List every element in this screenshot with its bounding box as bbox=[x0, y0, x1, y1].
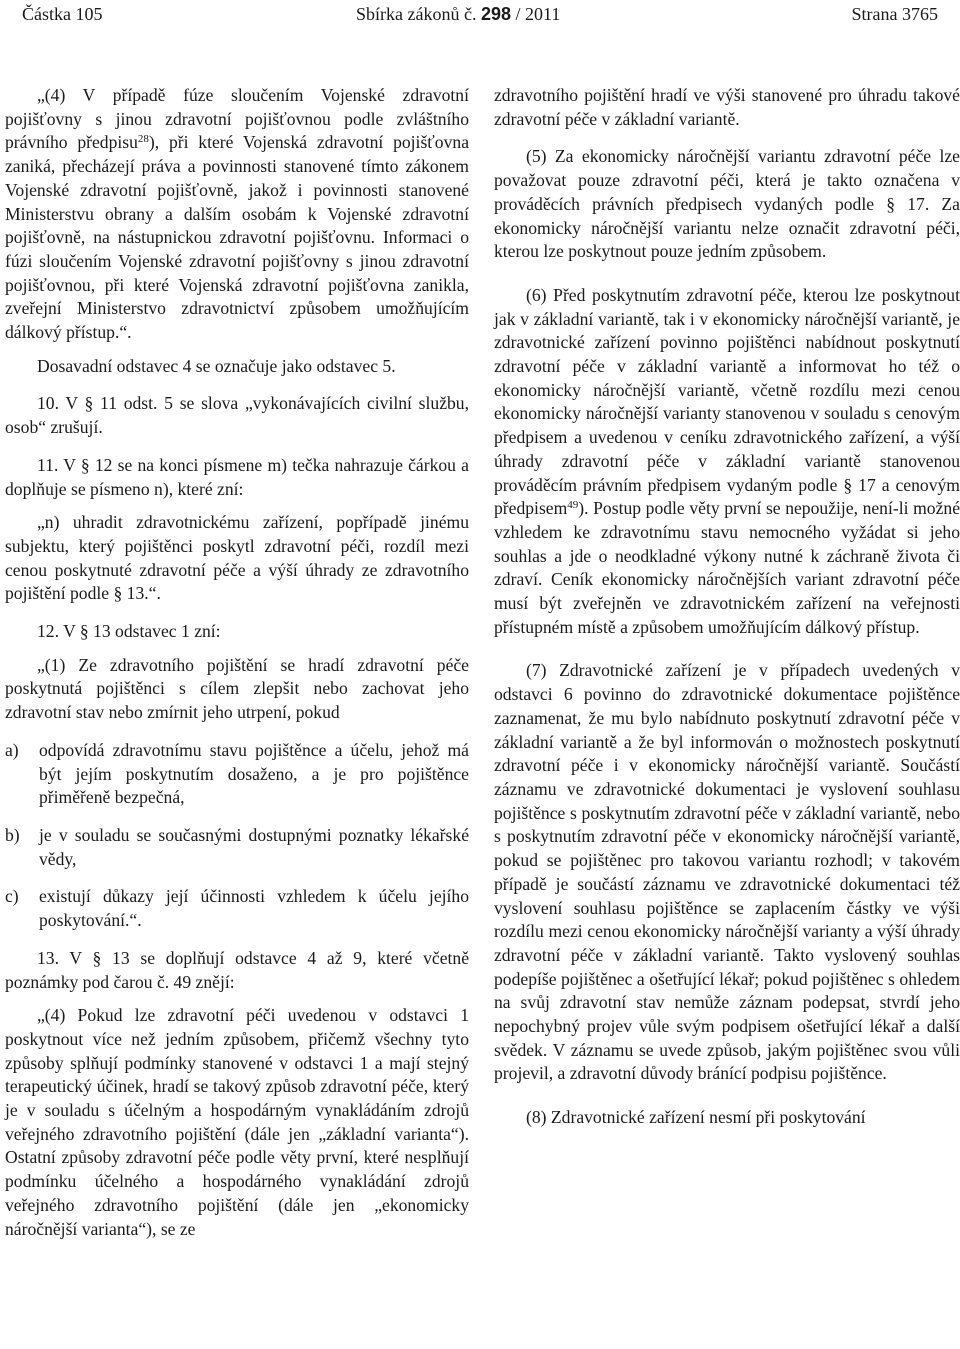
left-column bbox=[5, 84, 469, 1241]
paragraph-section-7: (7) Zdravotnické zařízení je v případech uvedených v odstavci 6 povinno do zdravotnické dokumentace pojištěnce zaznamenat, že mu bylo nabídnuto poskytnutí zdravotní péče v základní variantě a že byl informován o možnostech poskytnutí zdravotní péče i v ekonomicky náročnější variantě. Součástí záznamu ve zdravotnické dokumentaci je vyslovení souhlasu pojištěnce s poskytnutím zdravotní péče v základní variantě, nebo s poskytnutím zdravotní péče v ekonomicky náročnější variantě, pokud se pojištěnec pro takovou variantu rozhodl; v takovém případě je součástí záznamu ve zdravotnické dokumentaci též vyslovení souhlasu pojištěnce se zaplacením částky ve výši rozdílu mezi cenou ekonomicky náročnější varianty a výší úhrady zdravotní péče v základní variantě. Takto vyslovený souhlas podepíše pojištěnec a ošetřující lékař; pokud pojištěnec s ohledem na svůj zdravotní stav nemůže záznam podepsat, stvrdí jeho nepochybný projev vůle svým podpisem ošetřující lékař a další svědek. V záznamu se uvede způsob, jakým pojištěnec svou vůli projevil, a zdravotní důvody bránící podpisu pojištěnce. bbox=[494, 660, 960, 1084]
paragraph-point-12: 12. V § 13 odstavec 1 zní: bbox=[37, 621, 221, 642]
paragraph-fusion bbox=[5, 84, 469, 345]
paragraph-section-6 bbox=[494, 284, 960, 640]
paragraph-point-11: 11. V § 12 se na konci písmene m) tečka nahrazuje čárkou a doplňuje se písmeno n), které zní: bbox=[5, 454, 469, 499]
footnote-ref-28: 28 bbox=[137, 133, 149, 146]
list-item-mark: b) bbox=[5, 824, 20, 845]
list-item-text: existují důkazy její účinnosti vzhledem k účelu jejího poskytování.“. bbox=[39, 886, 469, 931]
list-item bbox=[5, 739, 469, 810]
paragraph-section-1: „(1) Ze zdravotního pojištění se hradí zdravotní péče poskytnutá pojištěnci s cílem zlepšit nebo zachovat jeho zdravotní stav nebo zmírnit jeho utrpení, pokud bbox=[5, 654, 469, 723]
paragraph-point-10: 10. V § 11 odst. 5 se slova „vykonávajících civilní službu, osob“ zrušují. bbox=[5, 393, 469, 438]
collection-title bbox=[356, 4, 560, 25]
paragraph-section-6-text-a: (6) Před poskytnutím zdravotní péče, kterou lze poskytnout jak v základní variantě, tak i v ekonomicky náročnější variantě, je zdravotnické zařízení povinno pojištěnci nabídnout poskytnutí zdravotní péče v základní variantě a informovat ho též o ekonomicky náročnější variantě, včetně rozdílu mezi cenou ekonomicky náročnější varianty stanovenou v souladu s cenovým předpisem a uvedenou v ceníku zdravotnického zařízení, a výší úhrady zdravotní péče v základní variantě stanovenou prováděcím právním předpisem vydaným podle § 17 a cenovým předpisem bbox=[494, 284, 960, 519]
collection-number: 298 bbox=[480, 4, 512, 24]
paragraph-letter-n: „n) uhradit zdravotnickému zařízení, popřípadě jinému subjektu, který pojištěnci poskytl zdravotní péči, rozdíl mezi cenou poskytnuté zdravotní péče a výší úhrady ze zdravotního pojištění podle § 13.“. bbox=[5, 512, 469, 604]
paragraph-section-8: (8) Zdravotnické zařízení nesmí při poskytování bbox=[526, 1107, 866, 1128]
right-column bbox=[494, 84, 960, 1130]
paragraph-fusion-text-a: „(4) V případě fúze sloučením Vojenské zdravotní pojišťovny s jinou zdravotní pojišťovnou podle zvláštního právního předpisu bbox=[5, 85, 469, 153]
list-item bbox=[5, 885, 469, 932]
list-item-mark: c) bbox=[5, 886, 19, 907]
collection-year: / 2011 bbox=[511, 4, 561, 24]
page-header bbox=[0, 4, 960, 30]
paragraph-section-5: (5) Za ekonomicky náročnější variantu zdravotní péče lze považovat pouze zdravotní péči, která je takto označena v prováděcích právních předpisech vydaných podle § 17. Za ekonomicky náročnější variantu nelze označit zdravotní péči, kterou lze poskytnout pouze jedním způsobem. bbox=[494, 146, 960, 262]
list-item bbox=[5, 824, 469, 871]
paragraph-fusion-text-b: ), při které Vojenská zdravotní pojišťovna zaniká, přecházejí práva a povinnosti stanovené tímto zákonem Vojenské zdravotní pojišťovně, jakož i povinnosti stanovené Ministerstvu obrany a dalším osobám k Vojenské zdravotní pojišťovně, na nástupnickou zdravotní pojišťovnu. Informaci o fúzi sloučením Vojenské zdravotní pojišťovny s jinou zdravotní pojišťovnou, při které Vojenská zdravotní pojišťovna zanikla, zveřejní Ministerstvo zdravotnictví způsobem umožňujícím dálkový přístup.“. bbox=[5, 132, 470, 343]
part-number: Částka 105 bbox=[22, 4, 103, 24]
paragraph-point-13: 13. V § 13 se doplňují odstavce 4 až 9, které včetně poznámky pod čarou č. 49 znějí: bbox=[5, 947, 469, 992]
footnote-ref-49: 49 bbox=[567, 499, 579, 512]
paragraph-renumber: Dosavadní odstavec 4 se označuje jako odstavec 5. bbox=[37, 355, 396, 376]
list-item-text: je v souladu se současnými dostupnými poznatky lékařské vědy, bbox=[39, 824, 469, 869]
page-number: Strana 3765 bbox=[851, 4, 938, 24]
list-item-text: odpovídá zdravotnímu stavu pojištěnce a účelu, jehož má být jejím poskytnutím dosaženo, a je pro pojištěnce přiměřeně bezpečná, bbox=[39, 739, 469, 808]
list-item-mark: a) bbox=[5, 739, 19, 760]
collection-prefix: Sbírka zákonů č. bbox=[356, 4, 481, 24]
paragraph-section-6-text-b: ). Postup podle věty první se nepoužije, není-li možné vzhledem ke zdravotnímu stavu nemocného vyžádat si jeho souhlas a jde o neodkladné výkony nutné k záchraně života či zdraví. Ceník ekonomicky náročnějších variant zdravotní péče musí být zveřejněn ve zdravotnickém zařízení na veřejnosti přístupném místě a způsobem umožňujícím dálkový přístup. bbox=[494, 498, 960, 637]
paragraph-continuation: zdravotního pojištění hradí ve výši stanovené pro úhradu takové zdravotní péče v základní variantě. bbox=[494, 85, 960, 129]
paragraph-section-4: „(4) Pokud lze zdravotní péči uvedenou v odstavci 1 poskytnout více než jedním způsobem, přičemž všechny tyto způsoby splňují podmínky stanovené v odstavci 1 a mají stejný terapeutický účinek, hradí se takový způsob zdravotní péče, který je v souladu s účelným a hospodárným vynakládáním zdrojů veřejného zdravotního pojištění (dále jen „základní varianta“). Ostatní způsoby zdravotní péče podle věty první, které nesplňují podmínku účelného a hospodárného vynakládání zdrojů veřejného zdravotního pojištění (dále jen „ekonomicky náročnější varianta“), se ze bbox=[5, 1005, 469, 1239]
